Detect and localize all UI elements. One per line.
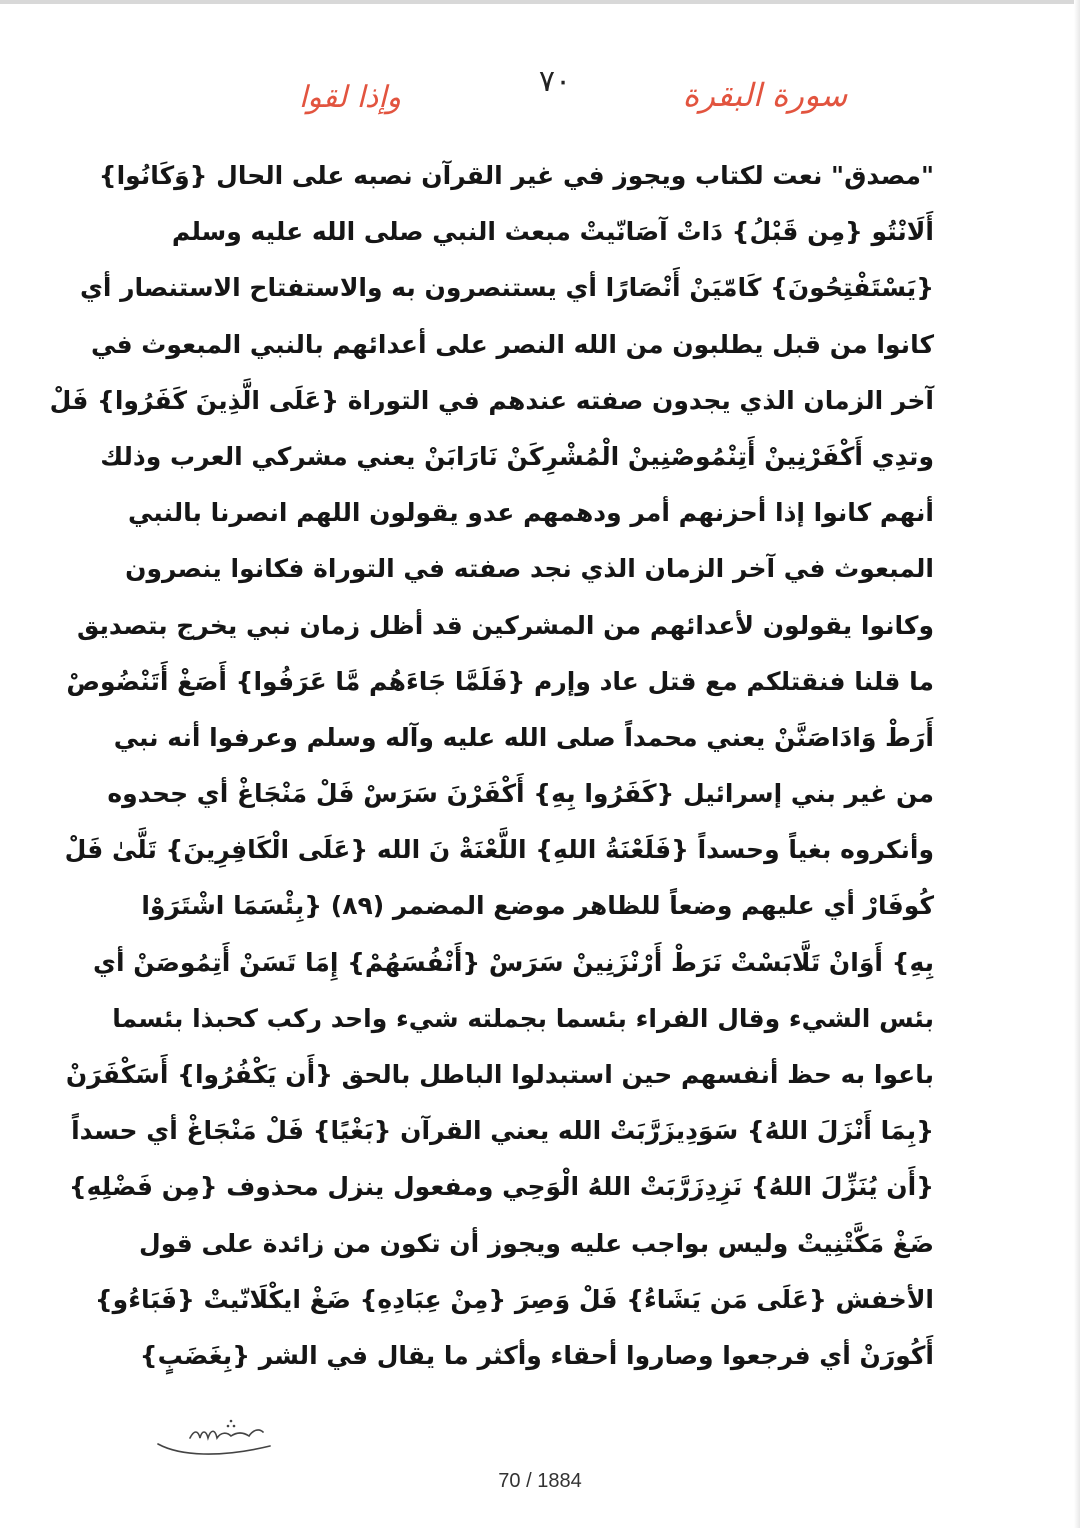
text-line: وتدِي أَكْفَرْنِينْ أَتِنْمُوصْنِينْ الْمُشْرِكَنْ نَارَابَنْ يعني مشركي العرب وذلك xyxy=(100,441,934,471)
text-line: بِهِ} أَوَانْ تَلَّابَسْتْ نَرَطْ أَرْنْزَنِينْ سَرَسْ {أَنْفُسَهُمْ} إِمَا تَسَنْ أَتِمُوصَنْ أي xyxy=(93,947,934,977)
text-line: وأنكروه بغياً وحسداً {فَلَعْنَةُ اللهِ} اللَّعْنَةْ نَ الله {عَلَى الْكَافِرِينَ} تَلَّىٰ فَلْ xyxy=(64,835,934,865)
text-line: آخر الزمان الذي يجدون صفته عندهم في التوراة {عَلَى الَّذِينَ كَفَرُوا} فَلْ xyxy=(49,385,934,415)
text-line: أَلَانْتُو {مِن قَبْلُ} دَاتْ آصَانّيتْ مبعث النبي صلى الله عليه وسلم xyxy=(171,217,934,247)
page-number: ٧٠ xyxy=(538,64,572,99)
text-line: كانوا من قبل يطلبون من الله النصر على أعدائهم بالنبي المبعوث في xyxy=(90,329,934,359)
text-line: ما قلنا فنقتلكم مع قتل عاد وإرم {فَلَمَّا جَاءَهُم مَّا عَرَفُوا} أَصَغْ أَتَنْضُوصْ xyxy=(66,666,934,696)
text-line: باعوا به حظ أنفسهم حين استبدلوا الباطل بالحق {أَن يَكْفُرُوا} أَسَكْفَرَنْ xyxy=(65,1060,934,1089)
text-line: المبعوث في آخر الزمان الذي نجد صفته في التوراة فكانوا ينصرون xyxy=(125,554,934,584)
text-line: أنهم كانوا إذا أحزنهم أمر ودهمهم عدو يقولون اللهم انصرنا بالنبي xyxy=(128,498,934,528)
handwritten-section-note: وإذا لقوا xyxy=(298,80,402,115)
text-line: أَكُورَنْ أي فرجعوا وصاروا أحقاء وأكثر ما يقال في الشر {بِغَضَبٍ} xyxy=(139,1340,934,1370)
text-line: {بِمَا أَنْزَلَ اللهُ} سَوَدِيزَرَّبَتْ الله يعني القرآن {بَغْيًا} فَلْ مَنْجَاغْ أي حسداً xyxy=(71,1116,934,1146)
pagination-indicator: 70 / 1884 xyxy=(498,1470,582,1492)
text-line: {يَسْتَفْتِحُونَ} كَامّيَنْ أَنْصَارًا أي يستنصرون به والاستفتاح الاستنصار أي xyxy=(79,273,934,303)
text-line: بئس الشيء وقال الفراء بئسما بجملته شيء واحد ركب كحبذا بئسما xyxy=(112,1003,934,1033)
text-line: "مصدق" نعت لكتاب ويجوز في غير القرآن نصبه على الحال {وَكَانُوا} xyxy=(98,161,934,190)
text-line: ضَغْ مَكَّتْنِيتْ وليس بواجب عليه ويجوز أن تكون من زائدة على قول xyxy=(139,1228,934,1258)
text-line: كُوفَارْ أي عليهم وضعاً للظاهر موضع المضمر (٨٩) {بِئْسَمَا اشْتَرَوْا xyxy=(141,891,934,921)
text-line: أَرَطْ وَادَاصَنَّنْ يعني محمداً صلى الله عليه وآله وسلم وعرفوا أنه نبي xyxy=(113,722,934,752)
text-line: {أَن يُنَزِّلَ اللهُ} نَزِدِزَرَّبَتْ اللهُ الْوَحِي ومفعول ينزل محذوف {مِن فَضْلِهِ} xyxy=(68,1172,934,1202)
handwritten-signature xyxy=(150,1414,290,1458)
text-line: الأخفش {عَلَى مَن يَشَاءُ} فَلْ وَصِرَ {مِنْ عِبَادِهِ} ضَغْ ايكْلَانّيتْ {فَبَاءُو} xyxy=(94,1284,934,1314)
scan-top-edge xyxy=(0,0,1080,4)
text-line: وكانوا يقولون لأعدائهم من المشركين قد أظل زمان نبي يخرج بتصديق xyxy=(77,610,934,640)
handwritten-surah-title: سورة البقرة xyxy=(682,76,848,114)
manuscript-body xyxy=(49,148,934,1384)
scan-right-edge xyxy=(1074,0,1080,1528)
text-line: من غير بني إسرائيل {كَفَرُوا بِهِ} أَكْفَرْنَ سَرَسْ فَلْ مَنْجَاغْ أي جحدوه xyxy=(107,779,934,809)
